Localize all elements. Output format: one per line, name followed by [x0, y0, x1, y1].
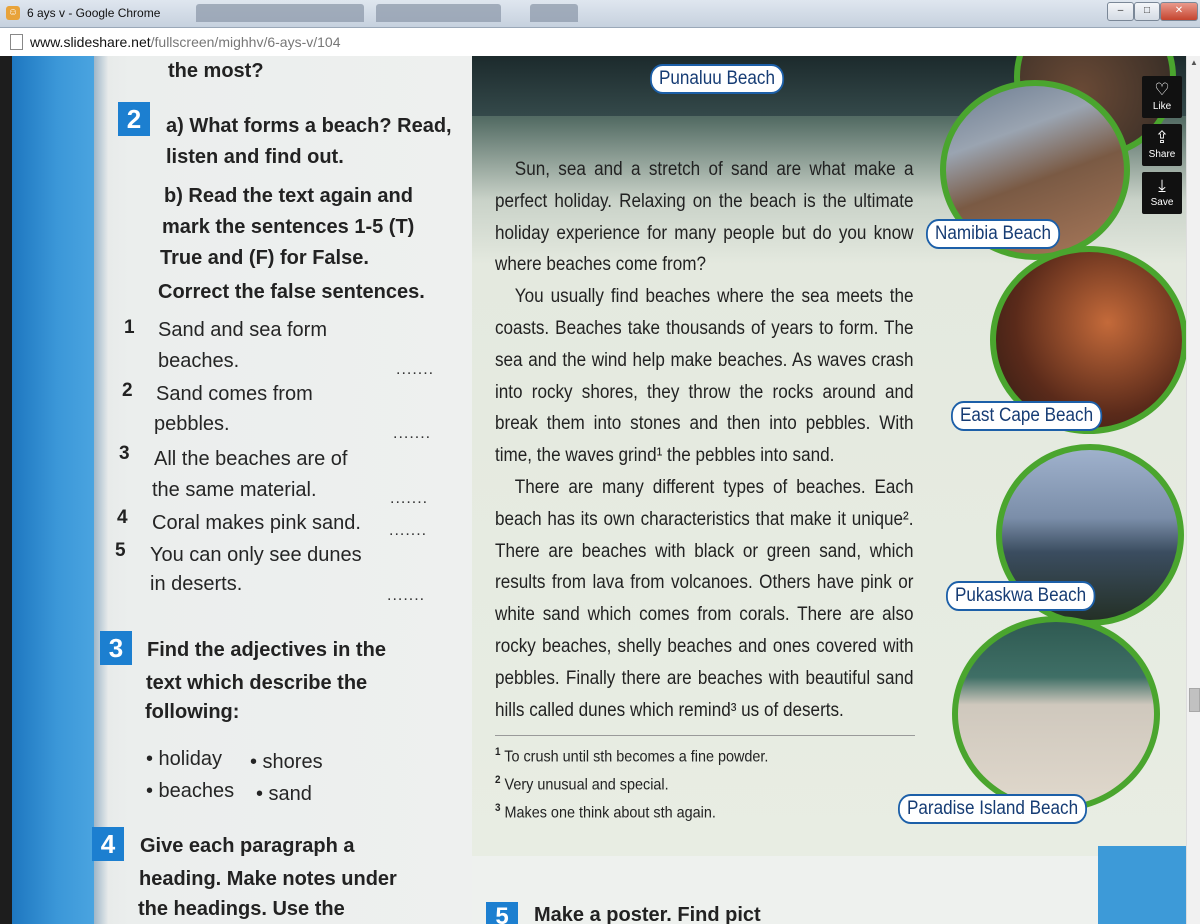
footnote-divider [495, 735, 915, 736]
exercise-2a-line: listen and find out. [166, 146, 344, 168]
exercise-4-line: heading. Make notes under [139, 868, 397, 890]
exercise-2b-line: mark the sentences 1-5 (T) [162, 216, 415, 238]
footnote-text: Very unusual and special. [504, 776, 669, 794]
share-button[interactable] [1142, 124, 1182, 166]
beach-label: Punaluu Beach [650, 64, 784, 94]
save-label: Save [1150, 197, 1174, 208]
window-title-bar [0, 0, 1200, 28]
url-host: www.slideshare.net [30, 34, 151, 50]
item-text: Sand and sea form [158, 319, 327, 341]
slide-viewport [0, 56, 1186, 924]
download-icon: ⤓ [1158, 176, 1166, 195]
answer-blank: ....... [389, 522, 428, 539]
footnote-mark: 2 [495, 774, 501, 786]
footnote [495, 746, 768, 766]
answer-blank: ....... [396, 361, 435, 378]
item-number: 4 [117, 507, 128, 528]
exercise-5-line: Make a poster. Find pict [534, 904, 761, 924]
beach-label: Paradise Island Beach [898, 794, 1087, 824]
adjective-bullet: • holiday [146, 748, 222, 770]
item-text: Sand comes from [156, 383, 313, 405]
url-path: /fullscreen/mighhv/6-ays-v/104 [150, 34, 341, 50]
like-label: Like [1152, 101, 1172, 112]
item-text: You can only see dunes [150, 544, 362, 566]
exercise-3-badge: 3 [100, 631, 132, 665]
background-tab[interactable] [196, 4, 364, 22]
exercise-3-line: text which describe the [146, 672, 368, 694]
paragraph: There are many different types of beaches. Each beach has its own characteristics that make it unique². There are beaches with black or green sand, which results from lava from volcanoes. Others have pink or white sand which comes from corals. There are also rocky beaches, shelly beaches and ones covered with pebbles. Finally there are beaches with beautiful sand hills called dunes which remind³ us of deserts. [495, 476, 914, 721]
footnote [495, 774, 669, 794]
previous-exercise-tail: the most? [168, 60, 264, 82]
page-margin-stripe [12, 56, 94, 924]
beach-label: Pukaskwa Beach [946, 581, 1095, 611]
share-label: Share [1148, 149, 1176, 160]
adjective-bullet: • sand [256, 783, 312, 805]
address-bar[interactable] [0, 28, 1200, 57]
adjective-bullet: • shores [250, 751, 323, 773]
minimize-button[interactable]: – [1107, 2, 1134, 21]
footnote-text: To crush until sth becomes a fine powder. [504, 748, 769, 766]
answer-blank: ....... [393, 425, 432, 442]
window-title: 6 ays v - Google Chrome [27, 6, 161, 20]
like-button[interactable] [1142, 76, 1182, 118]
share-icon: ⇪ [1154, 128, 1170, 147]
background-tab[interactable] [376, 4, 501, 22]
scrollbar-thumb[interactable] [1189, 688, 1200, 712]
scroll-up-arrow-icon[interactable]: ▲ [1190, 58, 1198, 67]
reading-text [495, 154, 914, 726]
exercise-4-line: the headings. Use the [138, 898, 345, 920]
footnote-mark: 3 [495, 802, 501, 814]
save-button[interactable] [1142, 172, 1182, 214]
answer-blank: ....... [390, 490, 429, 507]
exercise-3-line: following: [145, 701, 240, 723]
item-number: 1 [124, 317, 135, 338]
background-tab[interactable] [530, 4, 578, 22]
vertical-scrollbar[interactable] [1186, 56, 1200, 924]
page-icon [10, 34, 23, 50]
beach-label: Namibia Beach [926, 219, 1060, 249]
url-field[interactable] [30, 34, 341, 50]
heart-icon: ♡ [1154, 80, 1170, 99]
item-text: pebbles. [154, 413, 230, 435]
item-number: 2 [122, 380, 133, 401]
page-margin-stripe [1098, 846, 1186, 924]
beach-label: East Cape Beach [951, 401, 1102, 431]
paradise-island-beach-photo [952, 616, 1160, 812]
exercise-2b-line: True and (F) for False. [160, 247, 369, 269]
adjective-bullet: • beaches [146, 780, 235, 802]
exercise-4-line: Give each paragraph a [140, 835, 355, 857]
exercise-5-badge: 5 [486, 902, 518, 924]
exercise-2-badge: 2 [118, 102, 150, 136]
item-text: the same material. [152, 479, 317, 501]
exercise-2b-line: Correct the false sentences. [158, 281, 425, 303]
paragraph: Sun, sea and a stretch of sand are what make a perfect holiday. Relaxing on the beach is the ultimate holiday experience for many people but do you know where beaches come from? [495, 159, 914, 276]
page-margin-shade [94, 56, 108, 924]
footnote-mark: 1 [495, 746, 501, 758]
close-button[interactable]: ✕ [1160, 2, 1198, 21]
exercise-4-badge: 4 [92, 827, 124, 861]
footnote-text: Makes one think about sth again. [504, 804, 716, 822]
item-text: Coral makes pink sand. [152, 512, 361, 534]
item-text: in deserts. [150, 573, 243, 595]
item-text: All the beaches are of [154, 448, 348, 470]
item-text: beaches. [158, 350, 240, 372]
paragraph: You usually find beaches where the sea meets the coasts. Beaches take thousands of years to form. The sea and the wind help make beaches. As waves crash into rocky shores, they throw the rocks around and break them into stones and then into pebbles. With time, the waves grind¹ the pebbles into sand. [495, 286, 914, 467]
footnote [495, 802, 716, 822]
answer-blank: ....... [387, 587, 426, 604]
item-number: 3 [119, 443, 130, 464]
chrome-app-icon: ☺ [7, 7, 19, 18]
exercise-2b-line: b) Read the text again and [164, 185, 413, 207]
exercise-2a-line: a) What forms a beach? Read, [166, 115, 452, 137]
exercise-3-line: Find the adjectives in the [147, 639, 386, 661]
maximize-button[interactable]: □ [1134, 2, 1160, 21]
item-number: 5 [115, 540, 126, 561]
